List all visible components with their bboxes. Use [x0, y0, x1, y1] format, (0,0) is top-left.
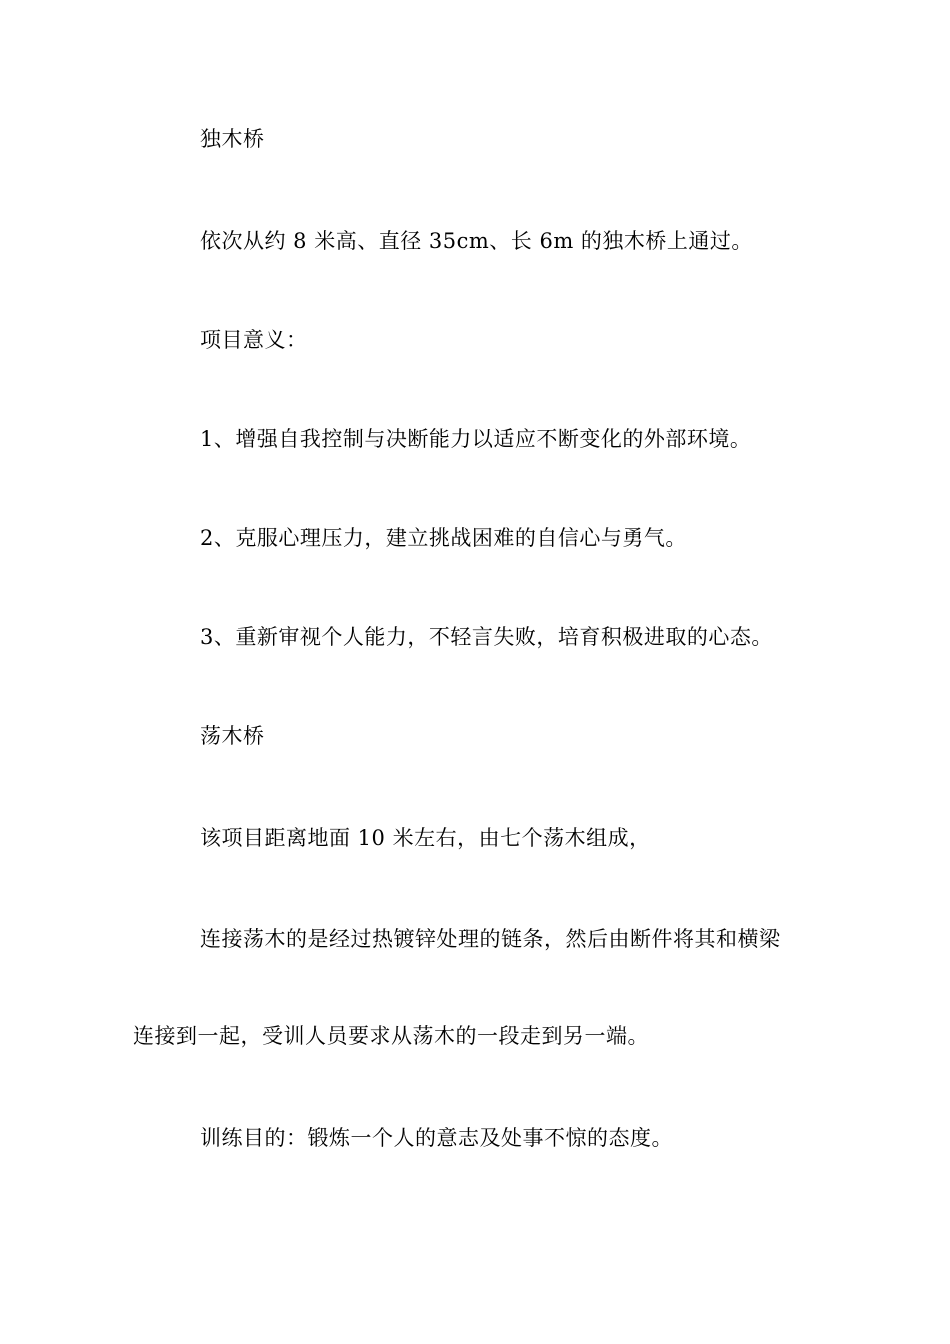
paragraph-chain-connection-line-1: 连接荡木的是经过热镀锌处理的链条，然后由断件将其和横梁 [200, 927, 781, 951]
heading-swinging-log-bridge: 荡木桥 [200, 724, 265, 748]
paragraph-chain-connection-line-2: 连接到一起，受训人员要求从荡木的一段走到另一端。 [133, 1024, 649, 1048]
list-item-1: 1、增强自我控制与决断能力以适应不断变化的外部环境。 [200, 427, 752, 451]
paragraph-single-log-bridge-description: 依次从约 8 米高、直径 35cm、长 6m 的独木桥上通过。 [200, 229, 753, 253]
heading-single-log-bridge: 独木桥 [200, 127, 265, 151]
paragraph-training-purpose: 训练目的：锻炼一个人的意志及处事不惊的态度。 [200, 1126, 673, 1150]
subheading-project-significance: 项目意义： [200, 328, 308, 352]
list-item-2: 2、克服心理压力，建立挑战困难的自信心与勇气。 [200, 526, 687, 550]
paragraph-swinging-log-bridge-description: 该项目距离地面 10 米左右，由七个荡木组成， [200, 826, 651, 850]
list-item-3: 3、重新审视个人能力，不轻言失败，培育积极进取的心态。 [200, 625, 773, 649]
